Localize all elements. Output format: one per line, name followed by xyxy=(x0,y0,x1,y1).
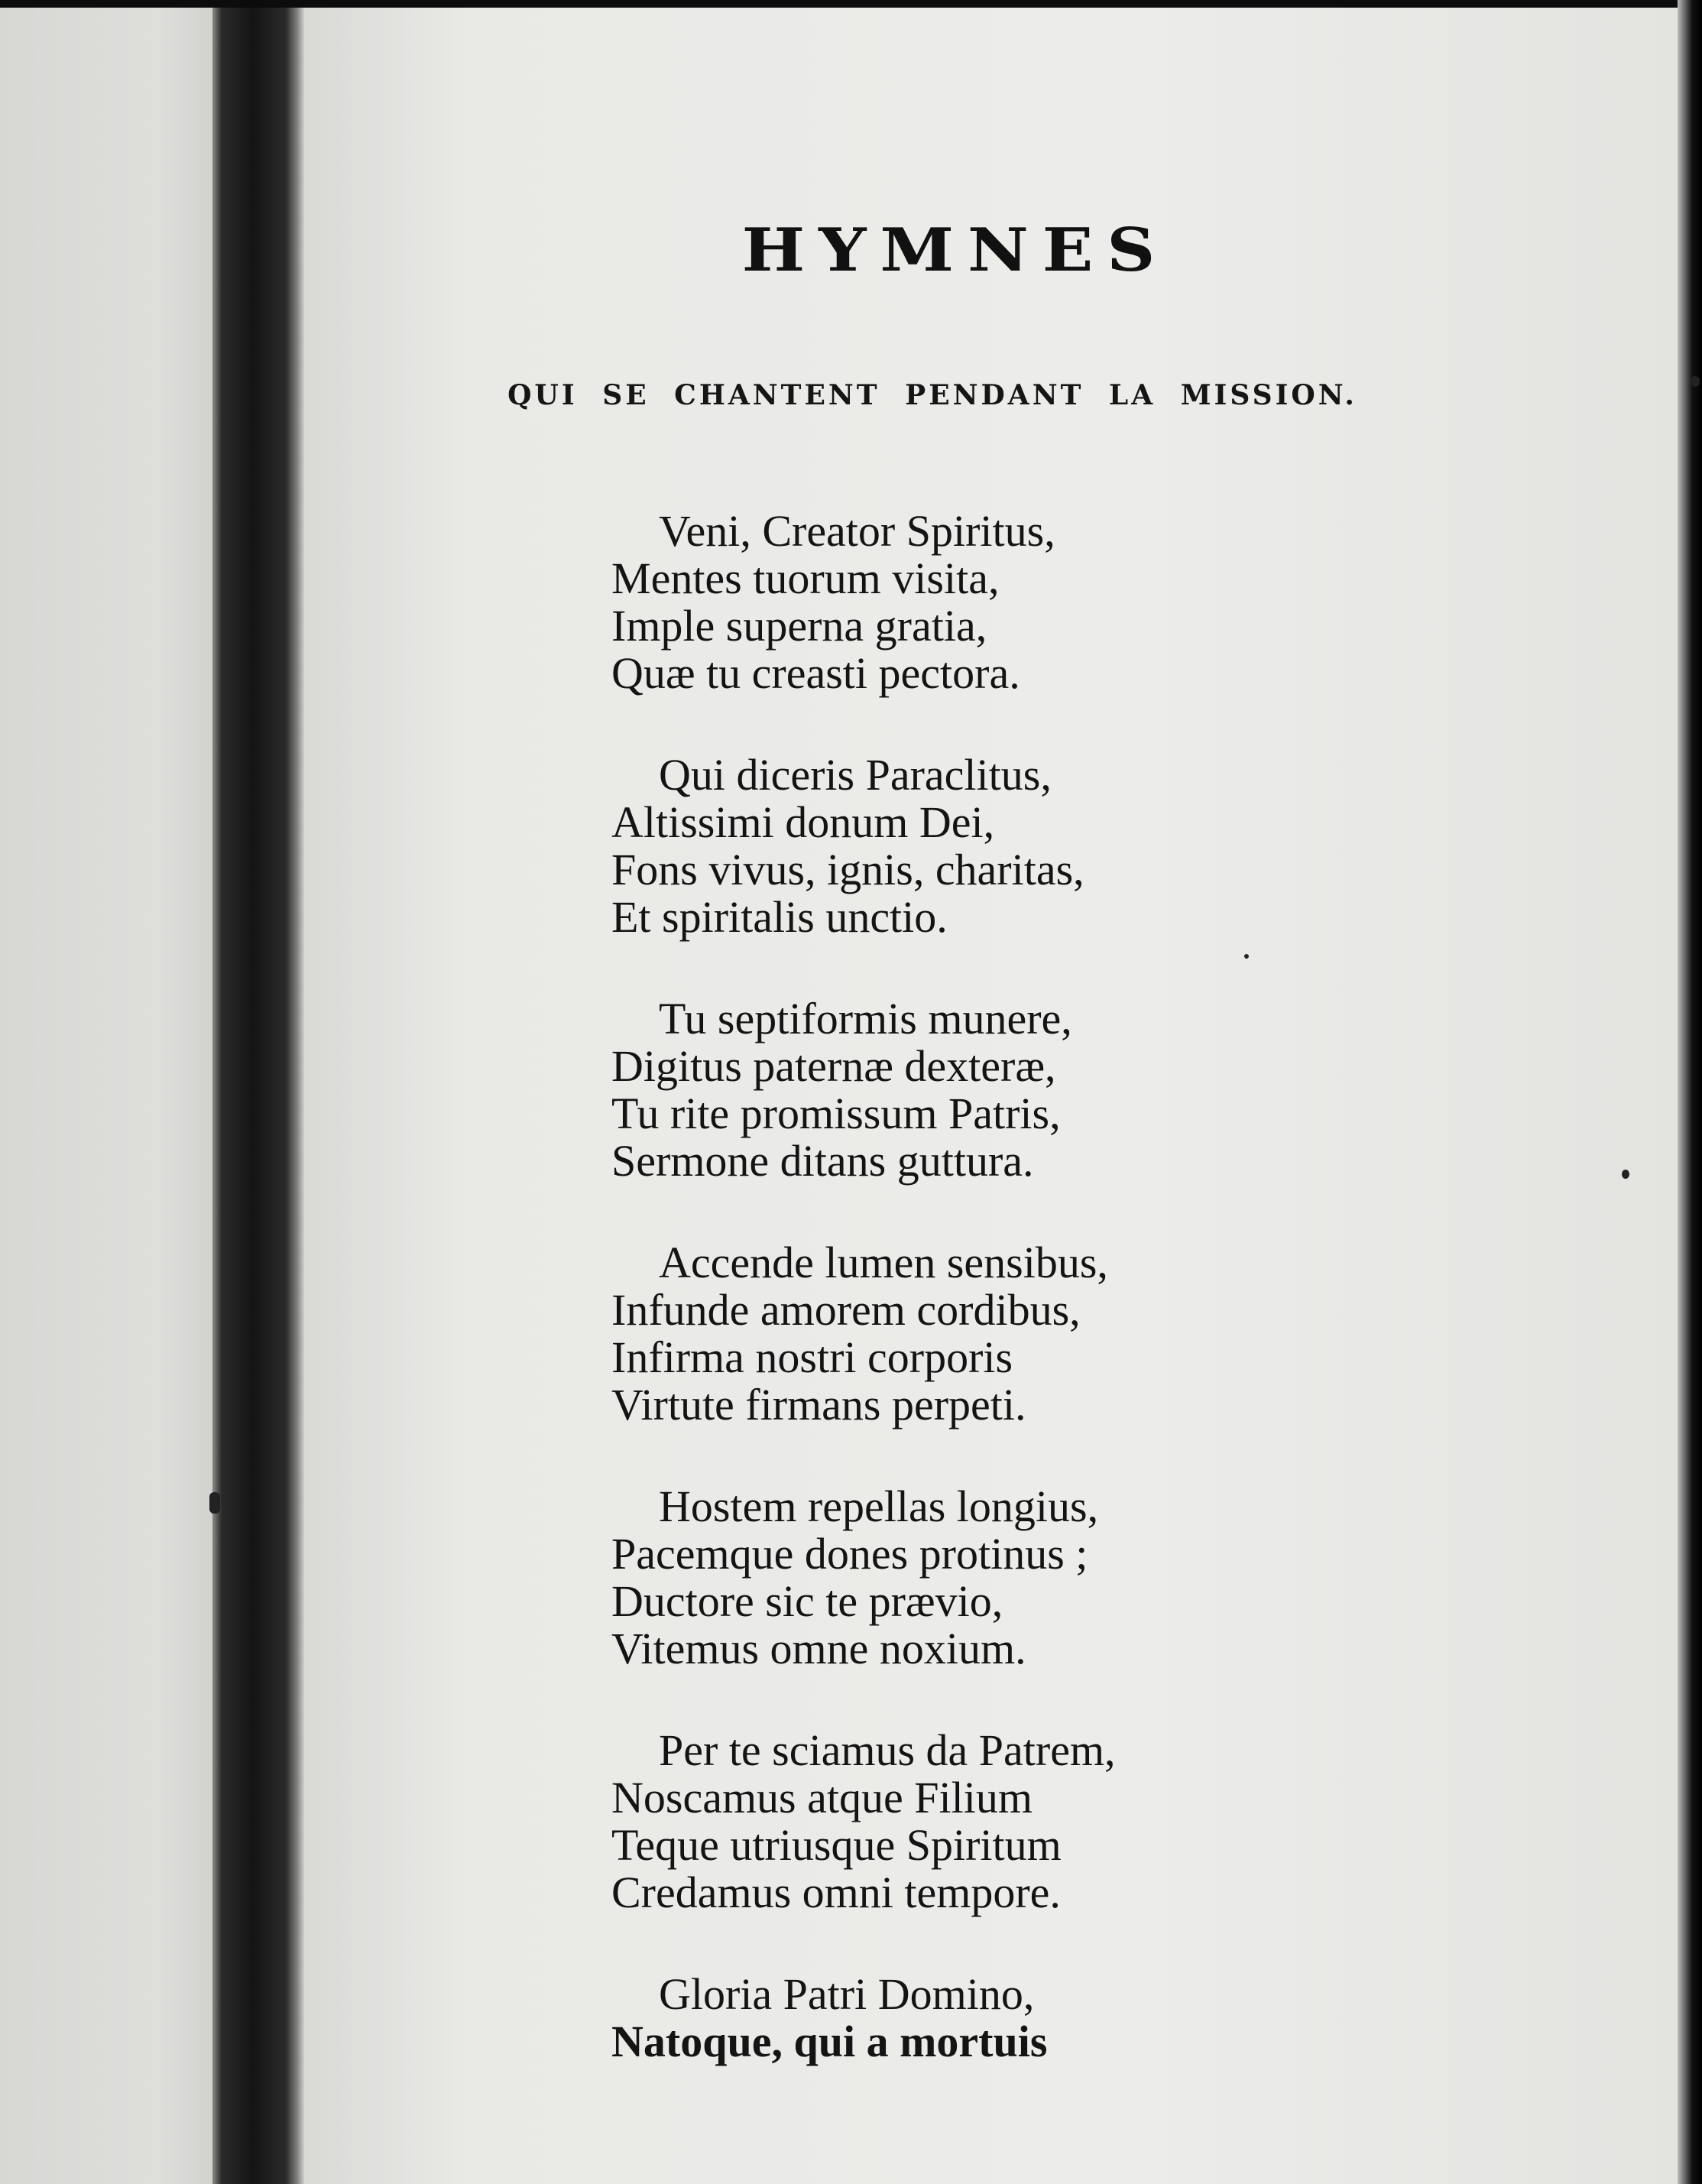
scan-border-right xyxy=(1678,0,1702,2184)
verse-line: Et spiritalis unctio. xyxy=(611,892,948,942)
stanza xyxy=(611,751,1452,941)
verse-line: Altissimi donum Dei, xyxy=(611,797,995,847)
verse-line: Teque utriusque Spiritum xyxy=(611,1820,1062,1870)
verse-line: Per te sciamus da Patrem, xyxy=(659,1725,1116,1775)
hymn-text xyxy=(611,508,1452,2066)
verse-line: Sermone ditans guttura. xyxy=(611,1136,1034,1186)
verse-line: Quæ tu creasti pectora. xyxy=(611,648,1020,698)
verse-line: Vitemus omne noxium. xyxy=(611,1624,1026,1673)
verse-line: Digitus paternæ dexteræ, xyxy=(611,1041,1056,1091)
verse-line: Virtute firmans perpeti. xyxy=(611,1380,1026,1429)
stanza xyxy=(611,1971,1452,2066)
verse-line: Tu septiformis munere, xyxy=(659,994,1072,1043)
verse-line: Tu rite promissum Patris, xyxy=(611,1089,1061,1138)
page-subtitle: QUI SE CHANTENT PENDANT LA MISSION. xyxy=(507,379,1357,411)
ink-speck xyxy=(1691,376,1700,387)
stanza xyxy=(611,1239,1452,1429)
verse-line: Pacemque dones protinus ; xyxy=(611,1529,1088,1579)
verse-line: Qui diceris Paraclitus, xyxy=(659,750,1052,800)
verse-line: Accende lumen sensibus, xyxy=(659,1238,1108,1287)
verse-line: Mentes tuorum visita, xyxy=(611,553,1000,603)
stanza xyxy=(611,1483,1452,1673)
verse-line: Hostem repellas longius, xyxy=(659,1481,1099,1531)
book-gutter xyxy=(212,0,304,2184)
scan-border-top xyxy=(0,0,1702,8)
verse-line: Noscamus atque Filium xyxy=(611,1773,1033,1822)
stanza xyxy=(611,508,1452,697)
facing-page-edge xyxy=(0,0,225,2184)
verse-line: Infirma nostri corporis xyxy=(611,1332,1013,1382)
ink-speck xyxy=(209,1492,220,1514)
stanza xyxy=(611,1727,1452,1916)
verse-line: Veni, Creator Spiritus, xyxy=(659,506,1055,556)
ink-speck xyxy=(1622,1170,1629,1179)
verse-line: Infunde amorem cordibus, xyxy=(611,1285,1081,1335)
verse-line: Imple superna gratia, xyxy=(611,601,987,651)
verse-line: Natoque, qui a mortuis xyxy=(611,2017,1048,2066)
verse-line: Ductore sic te prævio, xyxy=(611,1576,1003,1626)
verse-line: Credamus omni tempore. xyxy=(611,1868,1061,1917)
page-title: HYMNES xyxy=(741,216,1169,285)
stanza xyxy=(611,995,1452,1185)
verse-line: Gloria Patri Domino, xyxy=(659,1969,1035,2019)
verse-line: Fons vivus, ignis, charitas, xyxy=(611,845,1084,894)
